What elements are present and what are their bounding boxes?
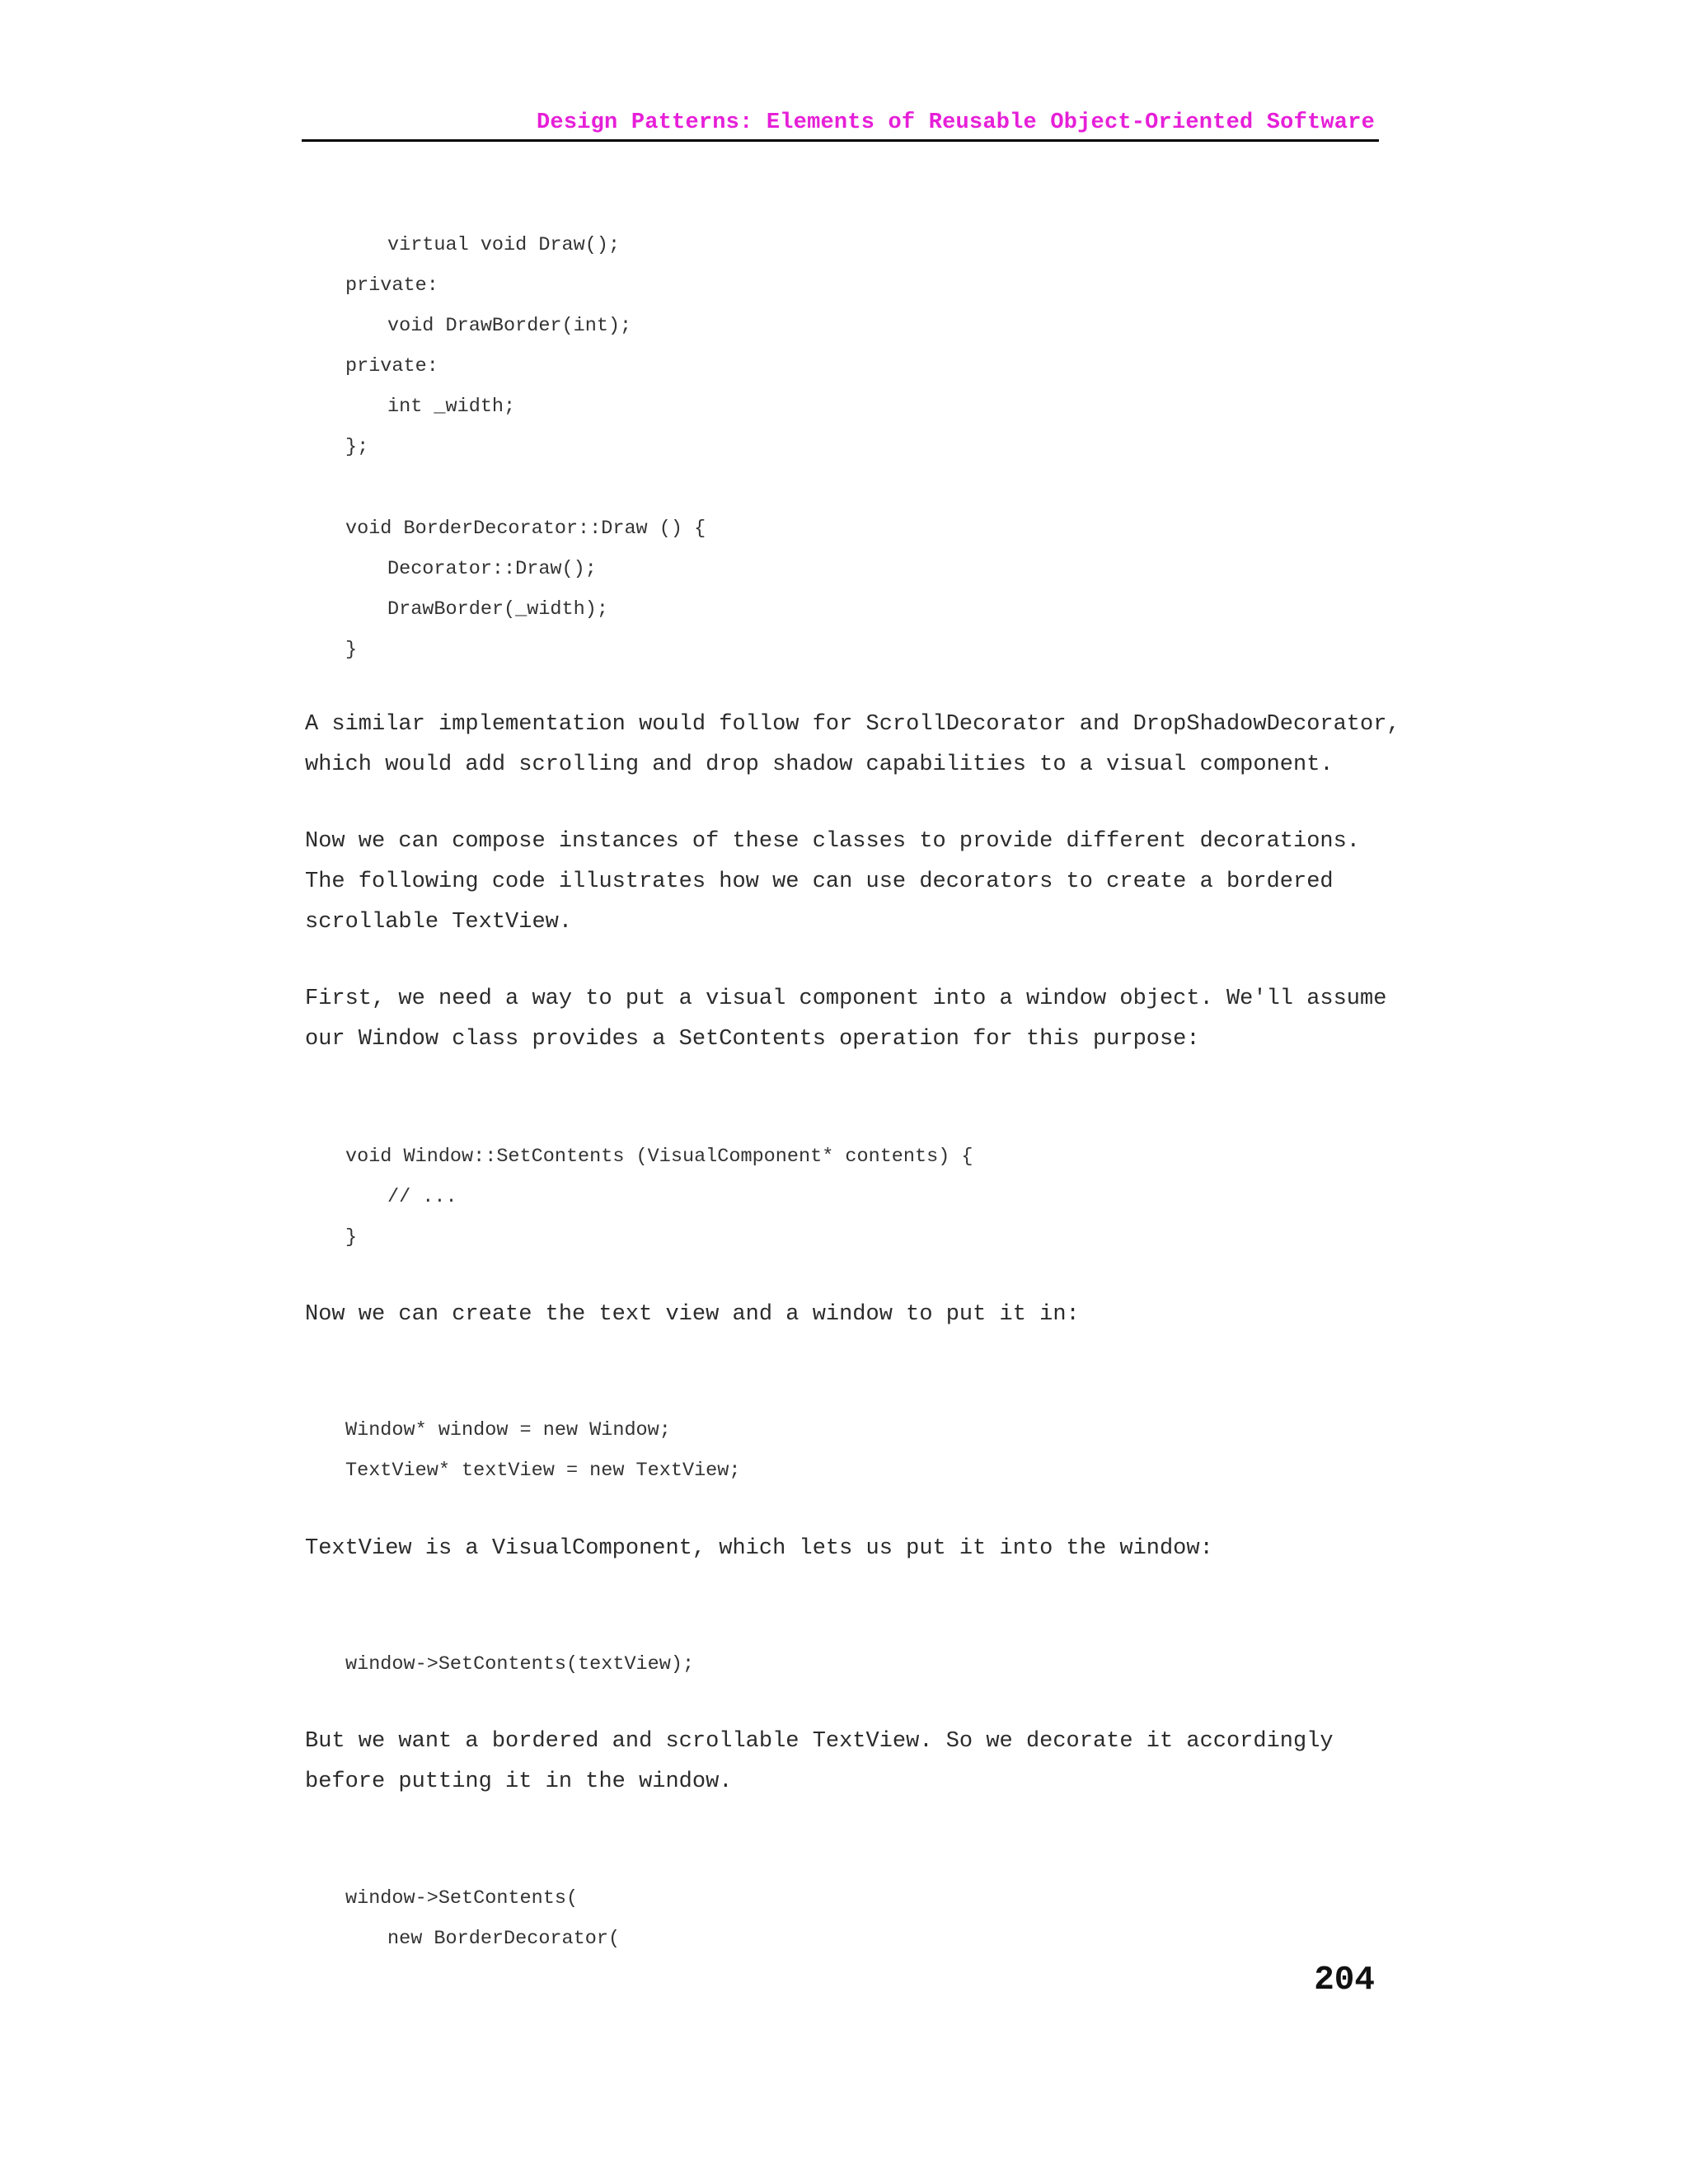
code-line: TextView* textView = new TextView; (345, 1460, 741, 1482)
code-line: }; (345, 436, 369, 458)
code-line: Decorator::Draw(); (387, 558, 597, 580)
code-line: window->SetContents(textView); (345, 1653, 695, 1675)
text-line: scrollable TextView. (305, 910, 573, 935)
text-line: The following code illustrates how we can use decorators to create a bordered (305, 869, 1334, 894)
text-line: First, we need a way to put a visual component into a window object. We'll assume (305, 987, 1387, 1011)
code-line: DrawBorder(_width); (387, 598, 608, 621)
text-line: Now we can create the text view and a window to put it in: (305, 1302, 1080, 1327)
code-line: Window* window = new Window; (345, 1419, 671, 1441)
code-line: } (345, 1226, 358, 1249)
text-line: which would add scrolling and drop shadow capabilities to a visual component. (305, 752, 1334, 777)
code-line: // ... (387, 1186, 457, 1208)
running-header: Design Patterns: Elements of Reusable Object-Oriented Software (537, 110, 1375, 135)
code-line: virtual void Draw(); (387, 234, 621, 256)
code-line: void Window::SetContents (VisualComponent* contents) { (345, 1146, 973, 1168)
code-line: void BorderDecorator::Draw () { (345, 518, 706, 540)
text-line: A similar implementation would follow for ScrollDecorator and DropShadowDecorator, (305, 712, 1400, 737)
header-rule (302, 139, 1379, 142)
code-line: window->SetContents( (345, 1887, 579, 1910)
text-line: before putting it in the window. (305, 1769, 733, 1794)
code-line: private: (345, 355, 438, 377)
code-line: private: (345, 274, 438, 297)
code-line: void DrawBorder(int); (387, 315, 632, 337)
text-line: TextView is a VisualComponent, which lets us put it into the window: (305, 1536, 1213, 1561)
code-line: } (345, 639, 358, 661)
code-line: int _width; (387, 396, 516, 418)
text-line: But we want a bordered and scrollable TextView. So we decorate it accordingly (305, 1729, 1334, 1754)
text-line: our Window class provides a SetContents operation for this purpose: (305, 1027, 1200, 1052)
text-line: Now we can compose instances of these classes to provide different decorations. (305, 829, 1361, 854)
page-number: 204 (1314, 1961, 1375, 1999)
code-line: new BorderDecorator( (387, 1928, 621, 1950)
